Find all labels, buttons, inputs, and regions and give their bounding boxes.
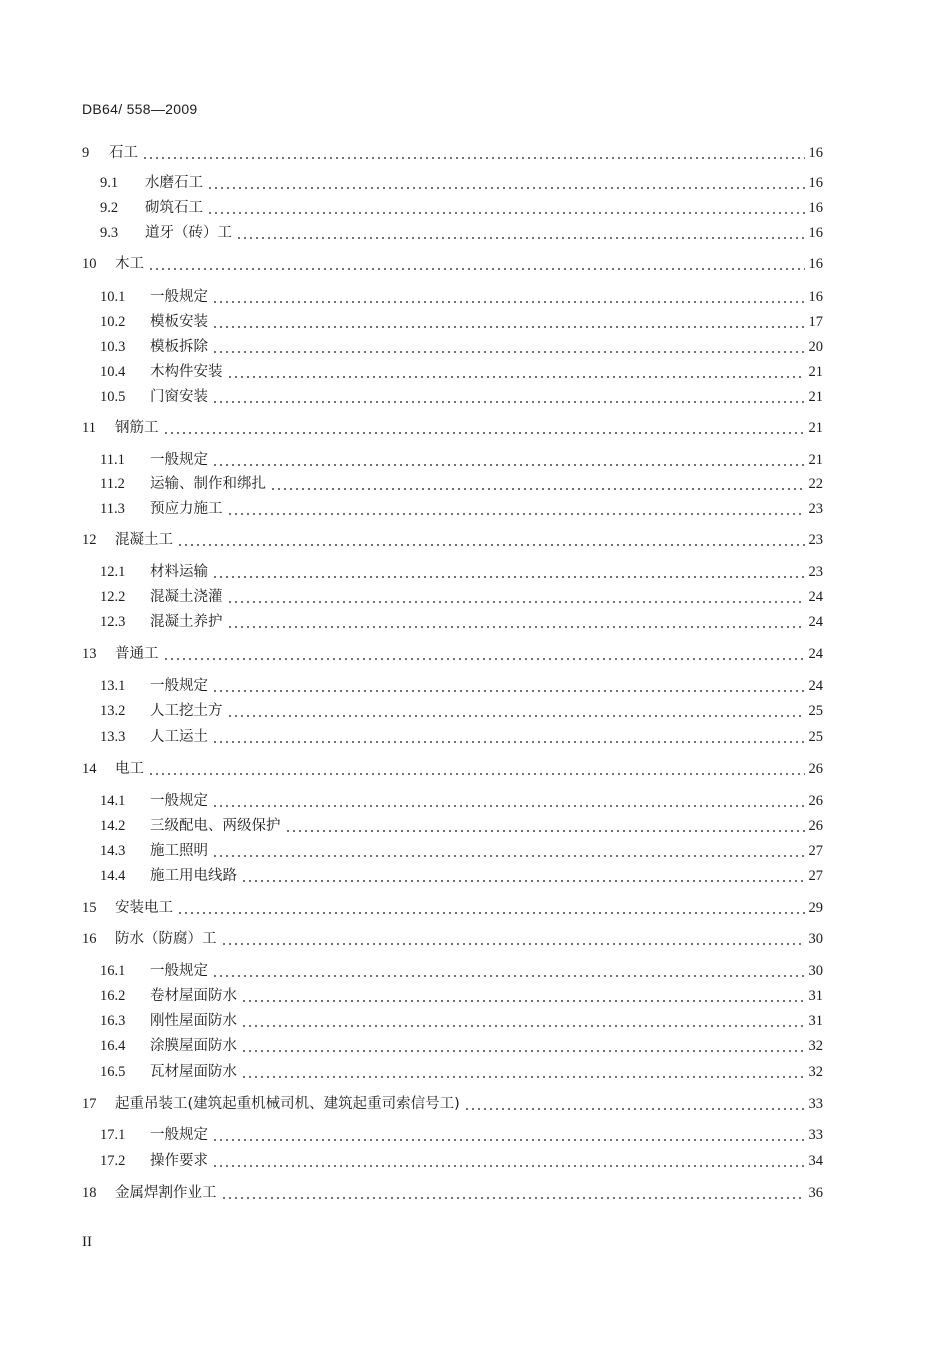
toc-title: 防水（防腐）工 bbox=[115, 931, 217, 947]
toc-number: 13.1 bbox=[100, 678, 126, 694]
toc-title: 混凝土工 bbox=[115, 532, 173, 548]
page-number-footer: II bbox=[82, 1234, 92, 1250]
toc-number: 14.3 bbox=[100, 843, 126, 859]
toc-section-row bbox=[0, 386, 950, 408]
toc-chapter-row bbox=[0, 1182, 950, 1204]
toc-page-number: 30 bbox=[808, 963, 823, 979]
toc-page-number: 24 bbox=[808, 614, 823, 630]
toc-chapter-row bbox=[0, 897, 950, 919]
toc-page-number: 16 bbox=[808, 289, 823, 305]
toc-page-number: 16 bbox=[808, 225, 823, 241]
toc-page-number: 27 bbox=[808, 868, 823, 884]
toc-page-number: 22 bbox=[808, 476, 823, 492]
toc-number: 11 bbox=[82, 420, 96, 436]
toc-section-row bbox=[0, 700, 950, 722]
dot-leader bbox=[212, 1165, 805, 1167]
toc-section-row bbox=[0, 611, 950, 633]
toc-section-row bbox=[0, 1150, 950, 1172]
toc-number: 17 bbox=[82, 1096, 97, 1112]
toc-number: 15 bbox=[82, 900, 97, 916]
toc-number: 12.3 bbox=[100, 614, 126, 630]
toc-page-number: 16 bbox=[808, 200, 823, 216]
toc-section-row bbox=[0, 815, 950, 837]
dot-leader bbox=[212, 576, 805, 578]
toc-number: 10.4 bbox=[100, 364, 126, 380]
toc-title: 三级配电、两级保护 bbox=[150, 818, 281, 834]
toc-title: 金属焊割作业工 bbox=[115, 1185, 217, 1201]
dot-leader bbox=[241, 1000, 805, 1002]
dot-leader bbox=[241, 880, 805, 882]
toc-number: 14.1 bbox=[100, 793, 126, 809]
dot-leader bbox=[212, 464, 805, 466]
toc-title: 操作要求 bbox=[150, 1153, 208, 1169]
toc-page-number: 26 bbox=[808, 761, 823, 777]
dot-leader bbox=[227, 715, 805, 717]
toc-section-row bbox=[0, 790, 950, 812]
toc-page-number: 23 bbox=[808, 564, 823, 580]
document-id: DB64/ 558—2009 bbox=[82, 101, 198, 117]
toc-page-number: 24 bbox=[808, 589, 823, 605]
dot-leader bbox=[212, 690, 805, 692]
dot-leader bbox=[148, 773, 805, 775]
toc-title: 施工用电线路 bbox=[150, 868, 237, 884]
toc-page-number: 31 bbox=[808, 1013, 823, 1029]
toc-title: 一般规定 bbox=[150, 963, 208, 979]
toc-title: 道牙（砖）工 bbox=[145, 225, 232, 241]
toc-section-row bbox=[0, 840, 950, 862]
toc-title: 砌筑石工 bbox=[145, 200, 203, 216]
toc-title: 一般规定 bbox=[150, 678, 208, 694]
toc-page-number: 21 bbox=[808, 420, 823, 436]
toc-title: 木工 bbox=[115, 256, 144, 272]
toc-title: 人工挖土方 bbox=[150, 703, 223, 719]
toc-page-number: 16 bbox=[808, 256, 823, 272]
toc-page-number: 34 bbox=[808, 1153, 823, 1169]
toc-title: 预应力施工 bbox=[150, 501, 223, 517]
dot-leader bbox=[236, 237, 805, 239]
toc-section-row bbox=[0, 197, 950, 219]
dot-leader bbox=[285, 830, 805, 832]
toc-title: 模板拆除 bbox=[150, 339, 208, 355]
dot-leader bbox=[212, 401, 805, 403]
dot-leader bbox=[163, 432, 805, 434]
toc-page-number: 32 bbox=[808, 1038, 823, 1054]
toc-number: 12.2 bbox=[100, 589, 126, 605]
toc-page-number: 32 bbox=[808, 1064, 823, 1080]
toc-section-row bbox=[0, 336, 950, 358]
toc-number: 16 bbox=[82, 931, 97, 947]
toc-title: 水磨石工 bbox=[145, 175, 203, 191]
toc-chapter-row bbox=[0, 928, 950, 950]
toc-section-row bbox=[0, 1010, 950, 1032]
dot-leader bbox=[241, 1050, 805, 1052]
toc-section-row bbox=[0, 1124, 950, 1146]
toc-number: 10.5 bbox=[100, 389, 126, 405]
toc-section-row bbox=[0, 726, 950, 748]
toc-title: 施工照明 bbox=[150, 843, 208, 859]
toc-title: 材料运输 bbox=[150, 564, 208, 580]
toc-page-number: 29 bbox=[808, 900, 823, 916]
toc-page-number: 33 bbox=[808, 1127, 823, 1143]
dot-leader bbox=[177, 544, 805, 546]
dot-leader bbox=[227, 376, 805, 378]
dot-leader bbox=[212, 301, 805, 303]
toc-page-number: 21 bbox=[808, 364, 823, 380]
toc-section-row bbox=[0, 561, 950, 583]
toc-page-number: 21 bbox=[808, 452, 823, 468]
toc-title: 混凝土养护 bbox=[150, 614, 223, 630]
dot-leader bbox=[212, 326, 805, 328]
toc-title: 模板安装 bbox=[150, 314, 208, 330]
toc-chapter-row bbox=[0, 529, 950, 551]
toc-page-number: 25 bbox=[808, 703, 823, 719]
dot-leader bbox=[464, 1108, 805, 1110]
toc-section-row bbox=[0, 1035, 950, 1057]
toc-title: 瓦材屋面防水 bbox=[150, 1064, 237, 1080]
toc-title: 运输、制作和绑扎 bbox=[150, 476, 266, 492]
toc-number: 16.2 bbox=[100, 988, 126, 1004]
toc-page-number: 21 bbox=[808, 389, 823, 405]
toc-title: 石工 bbox=[109, 145, 138, 161]
toc-title: 一般规定 bbox=[150, 452, 208, 468]
toc-title: 混凝土浇灌 bbox=[150, 589, 223, 605]
toc-number: 10.1 bbox=[100, 289, 126, 305]
toc-section-row bbox=[0, 498, 950, 520]
toc-title: 刚性屋面防水 bbox=[150, 1013, 237, 1029]
toc-section-row bbox=[0, 222, 950, 244]
dot-leader bbox=[221, 1197, 805, 1199]
dot-leader bbox=[221, 943, 805, 945]
toc-number: 14.2 bbox=[100, 818, 126, 834]
toc-number: 12 bbox=[82, 532, 97, 548]
toc-title: 安装电工 bbox=[115, 900, 173, 916]
toc-section-row bbox=[0, 361, 950, 383]
toc-title: 人工运土 bbox=[150, 729, 208, 745]
toc-number: 13.2 bbox=[100, 703, 126, 719]
toc-page-number: 24 bbox=[808, 646, 823, 662]
toc-page-number: 26 bbox=[808, 793, 823, 809]
toc-number: 9 bbox=[82, 145, 90, 161]
toc-page-number: 20 bbox=[808, 339, 823, 355]
toc-title: 一般规定 bbox=[150, 1127, 208, 1143]
dot-leader bbox=[227, 513, 805, 515]
toc-section-row bbox=[0, 586, 950, 608]
toc-page-number: 25 bbox=[808, 729, 823, 745]
toc-number: 16.5 bbox=[100, 1064, 126, 1080]
toc-title: 卷材屋面防水 bbox=[150, 988, 237, 1004]
toc-page-number: 27 bbox=[808, 843, 823, 859]
toc-section-row bbox=[0, 449, 950, 471]
toc-page-number: 33 bbox=[808, 1096, 823, 1112]
toc-page-number: 17 bbox=[808, 314, 823, 330]
toc-chapter-row bbox=[0, 1093, 950, 1115]
dot-leader bbox=[241, 1076, 805, 1078]
dot-leader bbox=[270, 488, 805, 490]
toc-page-number: 30 bbox=[808, 931, 823, 947]
toc-page-number: 26 bbox=[808, 818, 823, 834]
toc-section-row bbox=[0, 1061, 950, 1083]
toc-page-number: 31 bbox=[808, 988, 823, 1004]
dot-leader bbox=[163, 658, 805, 660]
toc-title: 起重吊装工(建筑起重机械司机、建筑起重司索信号工) bbox=[115, 1096, 460, 1112]
toc-number: 13 bbox=[82, 646, 97, 662]
toc-number: 16.3 bbox=[100, 1013, 126, 1029]
dot-leader bbox=[177, 912, 805, 914]
toc-number: 13.3 bbox=[100, 729, 126, 745]
dot-leader bbox=[212, 1139, 805, 1141]
toc-section-row bbox=[0, 960, 950, 982]
toc-title: 涂膜屋面防水 bbox=[150, 1038, 237, 1054]
toc-page-number: 23 bbox=[808, 532, 823, 548]
dot-leader bbox=[212, 805, 805, 807]
dot-leader bbox=[212, 351, 805, 353]
dot-leader bbox=[207, 212, 805, 214]
dot-leader bbox=[207, 187, 805, 189]
dot-leader bbox=[212, 975, 805, 977]
toc-page-number: 16 bbox=[808, 175, 823, 191]
toc-chapter-row bbox=[0, 142, 950, 164]
toc-number: 17.1 bbox=[100, 1127, 126, 1143]
toc-section-row bbox=[0, 172, 950, 194]
toc-page-number: 36 bbox=[808, 1185, 823, 1201]
dot-leader bbox=[142, 157, 805, 159]
dot-leader bbox=[212, 741, 805, 743]
toc-number: 14.4 bbox=[100, 868, 126, 884]
toc-chapter-row bbox=[0, 643, 950, 665]
toc-chapter-row bbox=[0, 417, 950, 439]
toc-number: 18 bbox=[82, 1185, 97, 1201]
toc-number: 11.2 bbox=[100, 476, 125, 492]
toc-number: 9.1 bbox=[100, 175, 119, 191]
toc-number: 10 bbox=[82, 256, 97, 272]
toc-title: 电工 bbox=[115, 761, 144, 777]
dot-leader bbox=[241, 1025, 805, 1027]
toc-section-row bbox=[0, 286, 950, 308]
toc-page-number: 23 bbox=[808, 501, 823, 517]
toc-title: 木构件安装 bbox=[150, 364, 223, 380]
toc-page-number: 16 bbox=[808, 145, 823, 161]
toc-number: 17.2 bbox=[100, 1153, 126, 1169]
toc-title: 普通工 bbox=[115, 646, 159, 662]
toc-section-row bbox=[0, 985, 950, 1007]
toc-number: 12.1 bbox=[100, 564, 126, 580]
toc-chapter-row bbox=[0, 253, 950, 275]
toc-section-row bbox=[0, 473, 950, 495]
toc-title: 钢筋工 bbox=[115, 420, 159, 436]
toc-page-number: 24 bbox=[808, 678, 823, 694]
dot-leader bbox=[227, 601, 805, 603]
dot-leader bbox=[227, 626, 805, 628]
toc-chapter-row bbox=[0, 758, 950, 780]
toc-number: 14 bbox=[82, 761, 97, 777]
dot-leader bbox=[212, 855, 805, 857]
toc-number: 11.1 bbox=[100, 452, 125, 468]
toc-title: 一般规定 bbox=[150, 289, 208, 305]
toc-title: 一般规定 bbox=[150, 793, 208, 809]
toc-title: 门窗安装 bbox=[150, 389, 208, 405]
toc-number: 16.1 bbox=[100, 963, 126, 979]
toc-section-row bbox=[0, 311, 950, 333]
toc-number: 10.2 bbox=[100, 314, 126, 330]
toc-number: 16.4 bbox=[100, 1038, 126, 1054]
toc-number: 10.3 bbox=[100, 339, 126, 355]
toc-section-row bbox=[0, 865, 950, 887]
dot-leader bbox=[148, 268, 805, 270]
toc-number: 9.2 bbox=[100, 200, 119, 216]
toc-number: 11.3 bbox=[100, 501, 125, 517]
toc-number: 9.3 bbox=[100, 225, 119, 241]
toc-section-row bbox=[0, 675, 950, 697]
